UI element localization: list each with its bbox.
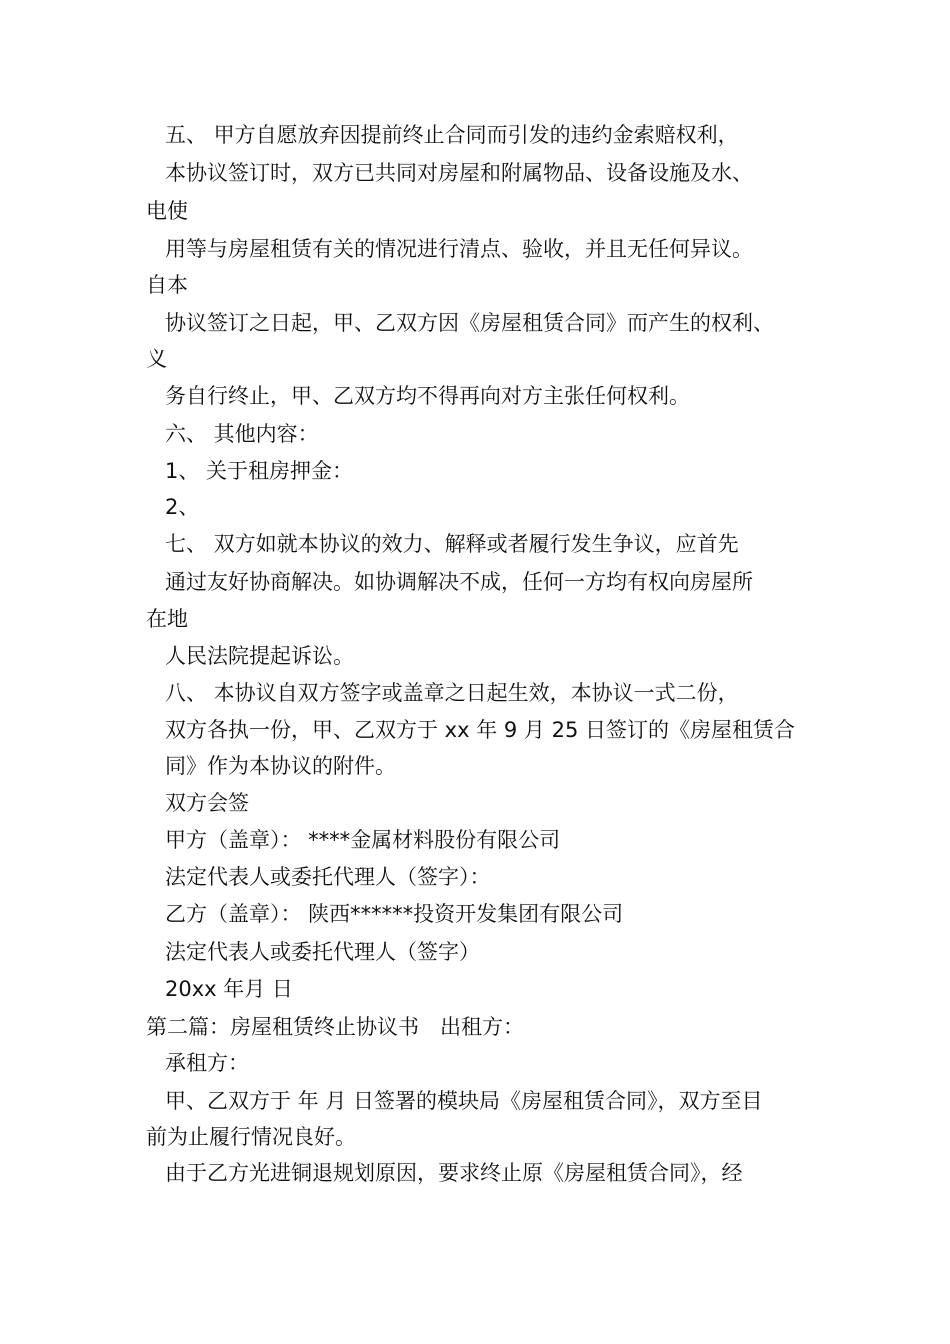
paragraph-line: 由于乙方光进铜退规划原因，要求终止原《房屋租赁合同》，经 [165, 1161, 743, 1185]
paragraph-line: 协议签订之日起，甲、乙双方因《房屋租赁合同》而产生的权利、 [165, 311, 774, 335]
paragraph-line: 人民法院提起诉讼。 [165, 644, 354, 668]
paragraph-line: 1、 关于租房押金： [165, 459, 354, 483]
paragraph-line: 五、 甲方自愿放弃因提前终止合同而引发的违约金索赔权利， [165, 123, 739, 147]
paragraph-line: 20xx 年月 日 [165, 977, 293, 1001]
paragraph-line: 2、 [165, 495, 200, 519]
paragraph-line: 前为止履行情况良好。 [146, 1125, 356, 1149]
paragraph-line: 六、 其他内容： [165, 422, 319, 446]
paragraph-line: 用等与房屋租赁有关的情况进行清点、验收，并且无任何异议。 [165, 237, 753, 261]
paragraph-line: 双方会签 [165, 791, 249, 815]
paragraph-line: 甲方（盖章）： ****金属材料股份有限公司 [165, 828, 561, 852]
paragraph-line: 法定代表人或委托代理人（签字） [165, 940, 480, 964]
paragraph-line: 务自行终止，甲、乙双方均不得再向对方主张任何权利。 [165, 384, 690, 408]
paragraph-line: 自本 [146, 273, 188, 297]
paragraph-line: 电使 [146, 199, 188, 223]
paragraph-line: 义 [146, 347, 167, 371]
paragraph-line: 乙方（盖章）： 陕西******投资开发集团有限公司 [165, 902, 624, 926]
paragraph-line: 法定代表人或委托代理人（签字）： [165, 865, 491, 889]
paragraph-line: 七、 双方如就本协议的效力、解释或者履行发生争议，应首先 [165, 532, 739, 556]
paragraph-line: 本协议签订时，双方已共同对房屋和附属物品、设备设施及水、 [165, 161, 753, 185]
paragraph-line: 在地 [146, 607, 188, 631]
paragraph-line: 同》作为本协议的附件。 [165, 754, 396, 778]
paragraph-line: 八、 本协议自双方签字或盖章之日起生效，本协议一式二份， [165, 681, 739, 705]
paragraph-line: 通过友好协商解决。如协调解决不成，任何一方均有权向房屋所 [165, 570, 753, 594]
section-heading: 第二篇：房屋租赁终止协议书 出租方： [146, 1015, 524, 1039]
paragraph-line: 双方各执一份，甲、乙双方于 xx 年 9 月 25 日签订的《房屋租赁合 [165, 718, 795, 742]
paragraph-line: 承租方： [165, 1051, 249, 1075]
paragraph-line: 甲、乙双方于 年 月 日签署的模块局《房屋租赁合同》，双方至目 [165, 1089, 763, 1113]
